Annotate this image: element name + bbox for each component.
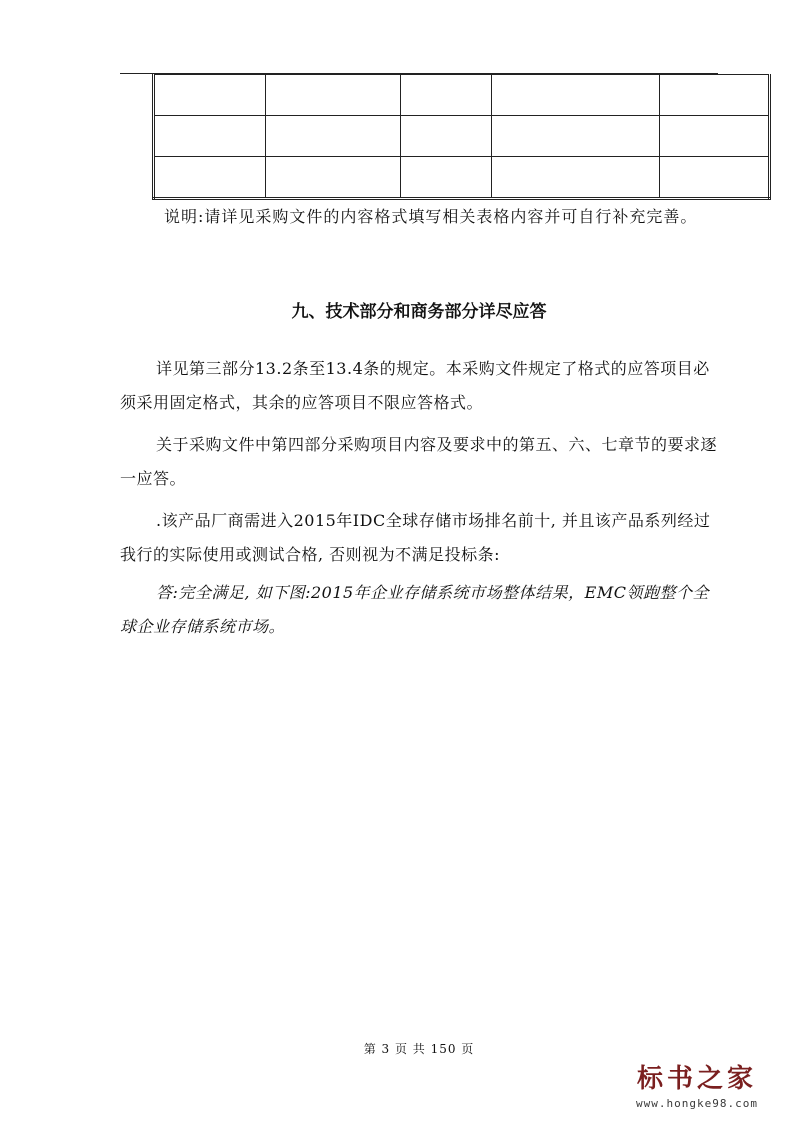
table-cell: [660, 157, 770, 199]
table-cell: [660, 75, 770, 116]
table-cell: [154, 75, 266, 116]
table-cell: [266, 116, 401, 157]
table-cell: [492, 157, 660, 199]
paragraph-answer: 答:完全满足, 如下图:2015年企业存储系统市场整体结果，EMC领跑整个全球企业存储系统市场。: [120, 583, 709, 636]
paragraph-response-requirement: 关于采购文件中第四部分采购项目内容及要求中的第五、六、七章节的要求逐一应答。: [120, 435, 718, 488]
table-cell: [154, 116, 266, 157]
table-cell: [401, 157, 492, 199]
table-cell: [401, 75, 492, 116]
page-number: 第 3 页 共 150 页: [363, 1042, 475, 1056]
table-cell: [492, 116, 660, 157]
table-row: [154, 157, 770, 199]
table-cell: [660, 116, 770, 157]
response-table: [152, 74, 771, 200]
table-cell: [266, 75, 401, 116]
paragraph-vendor-ranking-requirement: .该产品厂商需进入2015年IDC全球存储市场排名前十, 并且该产品系列经过我行的实际使用或测试合格, 否则视为不满足投标条:: [120, 511, 711, 564]
watermark-title: 标书之家: [636, 1064, 757, 1094]
table-cell: [492, 75, 660, 116]
section-heading: 九、技术部分和商务部分详尽应答: [291, 302, 547, 322]
table-cell: [401, 116, 492, 157]
table-cell: [266, 157, 401, 199]
table-row: [154, 116, 770, 157]
paragraph-format-rules: 详见第三部分13.2条至13.4条的规定。本采购文件规定了格式的应答项目必须采用固定格式，其余的应答项目不限应答格式。: [120, 359, 710, 412]
watermark-url: www.hongke98.com: [636, 1097, 758, 1110]
table-row: [154, 75, 770, 116]
table-note: 说明:请详见采购文件的内容格式填写相关表格内容并可自行补充完善。: [164, 207, 698, 226]
table-cell: [154, 157, 266, 199]
watermark-logo: [617, 1062, 777, 1112]
